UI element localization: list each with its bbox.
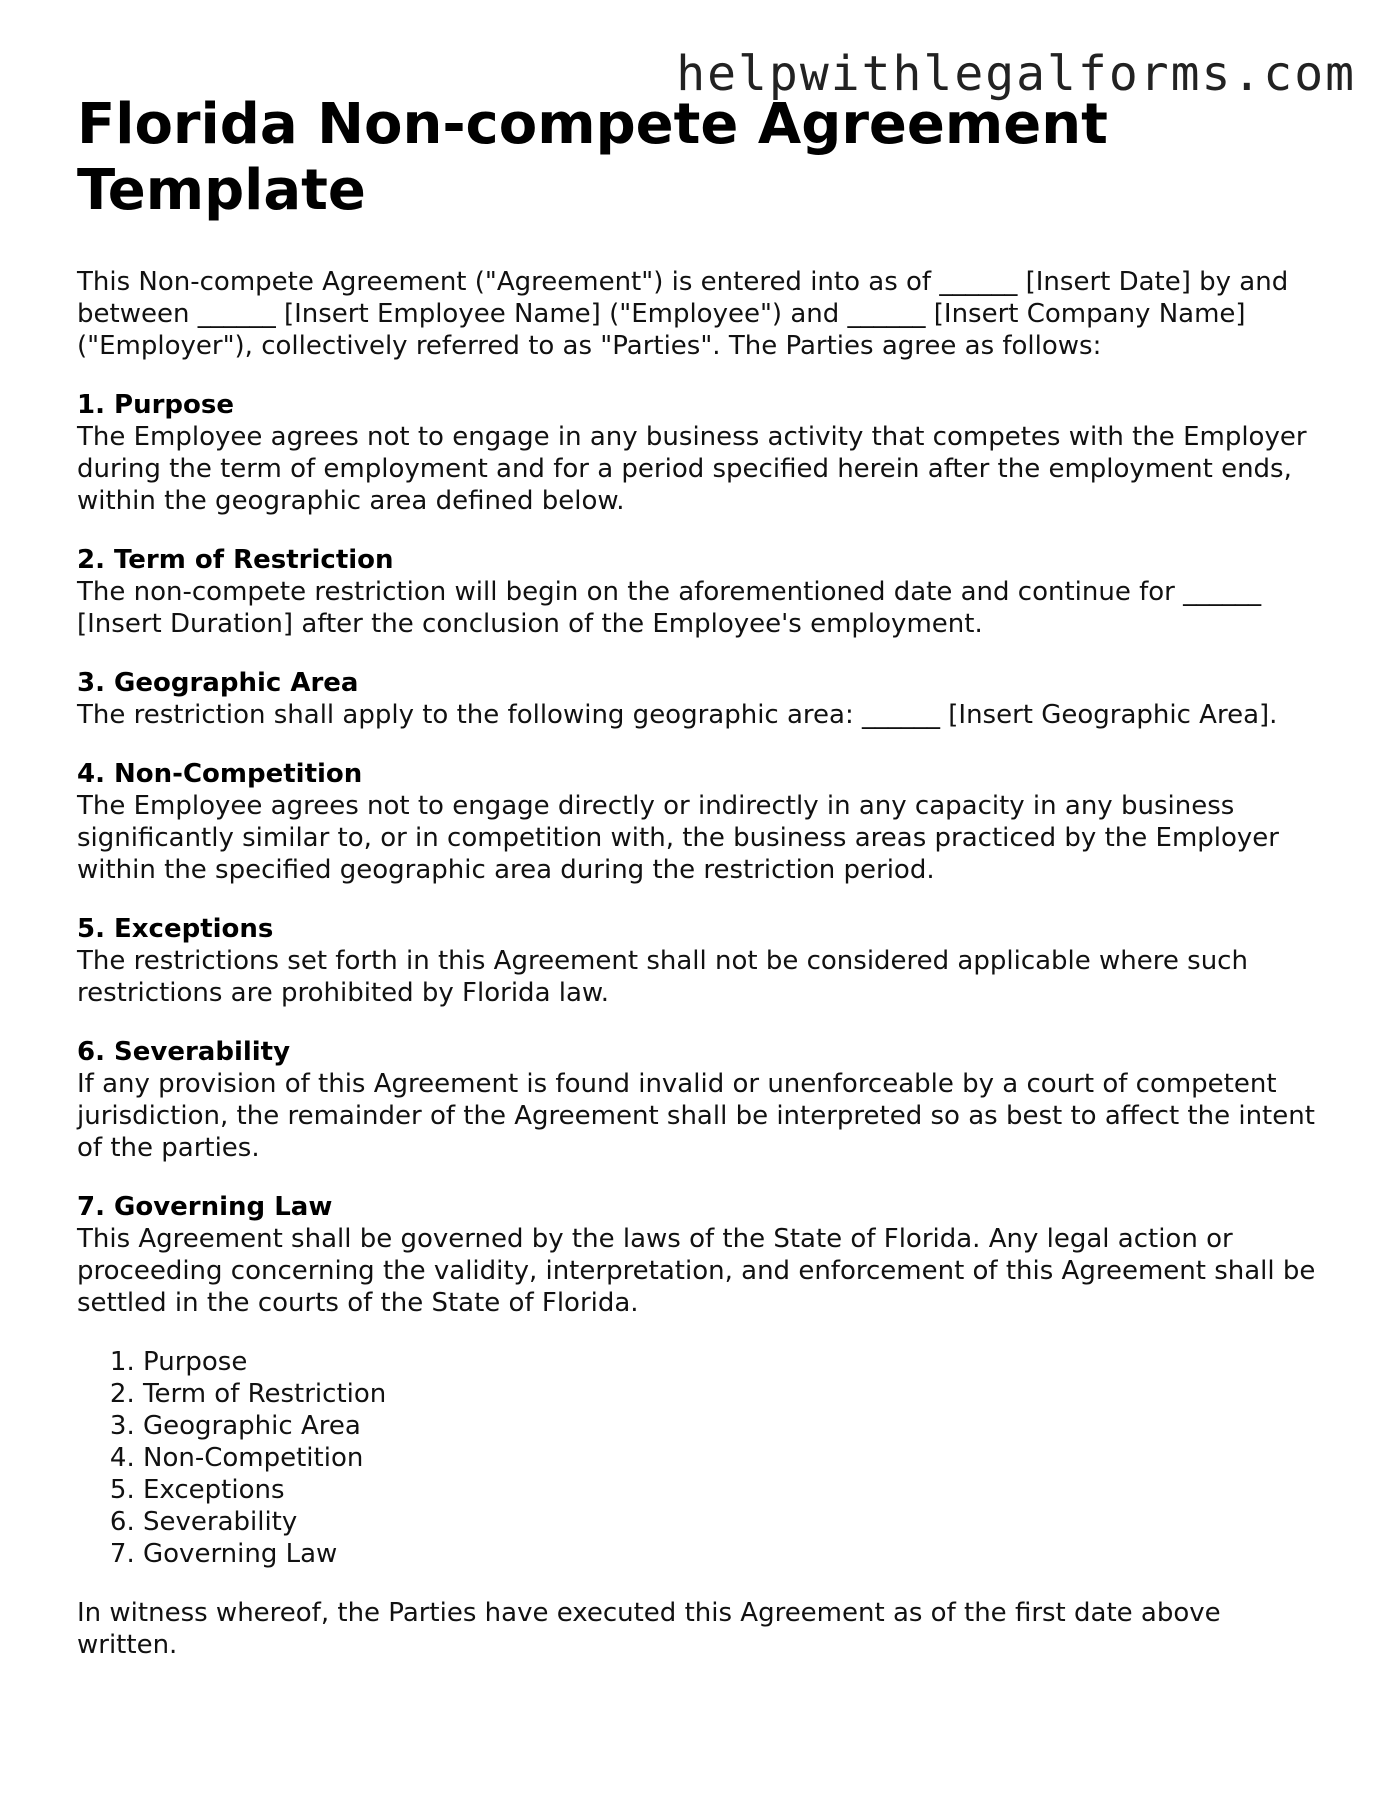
section-body: The Employee agrees not to engage directly or indirectly in any capacity in any business significantly similar to, or in competition with, the business areas practiced by the Employer within the specified geographic area during the restriction period. [77,791,1279,885]
section-summary-list [77,1346,1327,1570]
site-watermark: helpwithlegalforms.com [676,46,1356,102]
list-item: 2. Term of Restriction [143,1378,1327,1410]
section-body: The Employee agrees not to engage in any business activity that competes with the Employer during the term of employment and for a period specified herein after the employment ends, within the geographic area defined below. [77,422,1307,516]
list-item: 5. Exceptions [143,1474,1327,1506]
closing-paragraph: In witness whereof, the Parties have executed this Agreement as of the first date above written. [77,1598,1221,1660]
section-non-competition [77,758,1327,886]
section-governing-law [77,1191,1327,1319]
section-body: The non-compete restriction will begin on the aforementioned date and continue for ______ [Insert Duration] after the conclusion of the Employee's employment. [77,577,1262,639]
section-heading: 6. Severability [77,1037,291,1067]
section-purpose [77,389,1327,517]
section-heading: 2. Term of Restriction [77,545,394,575]
list-item: 6. Severability [143,1506,1327,1538]
document-body [77,92,1327,1661]
section-heading: 4. Non-Competition [77,759,363,789]
list-item: 3. Geographic Area [143,1410,1327,1442]
list-item: 7. Governing Law [143,1538,1327,1570]
document-title: Florida Non-compete Agreement Template [77,92,1108,223]
section-geographic-area [77,667,1327,731]
section-heading: 3. Geographic Area [77,668,359,698]
section-exceptions [77,913,1327,1009]
section-heading: 5. Exceptions [77,914,274,944]
section-severability [77,1036,1327,1164]
section-heading: 1. Purpose [77,390,234,420]
section-heading: 7. Governing Law [77,1192,333,1222]
intro-paragraph: This Non-compete Agreement ("Agreement") is entered into as of ______ [Insert Date] by and between ______ [Insert Employee Name] ("Employee") and ______ [Insert Company Name] ("Employer"), collectively referred to as "Parties". The Parties agree as follows: [77,267,1289,361]
section-body: This Agreement shall be governed by the laws of the State of Florida. Any legal action or proceeding concerning the validity, interpretation, and enforcement of this Agreement shall be settled in the courts of the State of Florida. [77,1224,1316,1318]
section-body: The restrictions set forth in this Agreement shall not be considered applicable where such restrictions are prohibited by Florida law. [77,946,1248,1008]
section-term-of-restriction [77,544,1327,640]
list-item: 1. Purpose [143,1346,1327,1378]
section-body: If any provision of this Agreement is found invalid or unenforceable by a court of competent jurisdiction, the remainder of the Agreement shall be interpreted so as best to affect the intent of the parties. [77,1069,1315,1163]
list-item: 4. Non-Competition [143,1442,1327,1474]
section-body: The restriction shall apply to the following geographic area: ______ [Insert Geographic Area]. [77,700,1278,730]
